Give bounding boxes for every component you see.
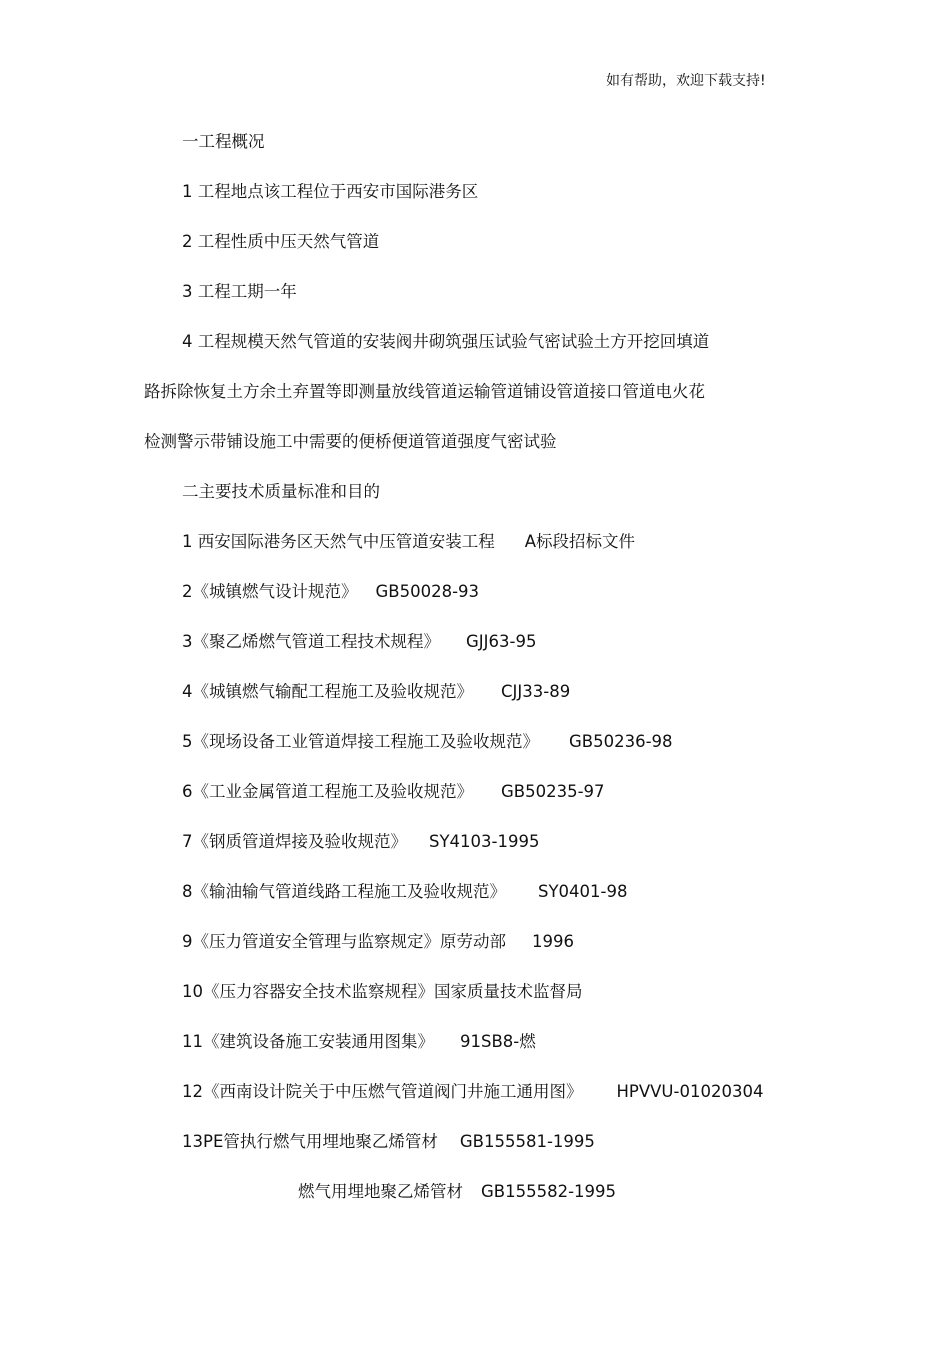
standard-code: SY4103-1995 (429, 832, 540, 851)
standard-item (182, 781, 605, 803)
standard-code: A标段招标文件 (524, 532, 636, 551)
overview-item-scale-line2: 路拆除恢复土方余土弃置等即测量放线管道运输管道铺设管道接口管道电火花 (144, 382, 705, 401)
overview-item-duration: 3 工程工期一年 (182, 282, 297, 301)
overview-item-scale-line3: 检测警示带铺设施工中需要的便桥便道管道强度气密试验 (144, 432, 557, 451)
standard-title: 13PE管执行燃气用埋地聚乙烯管材 (182, 1132, 438, 1151)
standard-item (182, 731, 673, 753)
standard-item (298, 1181, 616, 1203)
standard-title: 10《压力容器安全技术监察规程》国家质量技术监督局 (182, 982, 583, 1001)
standard-title: 6《工业金属管道工程施工及验收规范》 (182, 782, 473, 801)
standard-code: 1996 (532, 932, 574, 951)
standard-title: 11《建筑设备施工安装通用图集》 (182, 1032, 434, 1051)
overview-item-location: 1 工程地点该工程位于西安市国际港务区 (182, 182, 479, 201)
standard-title: 燃气用埋地聚乙烯管材 (298, 1182, 463, 1201)
standard-title: 8《输油输气管道线路工程施工及验收规范》 (182, 882, 506, 901)
section-heading-overview: 一工程概况 (182, 132, 265, 151)
standard-item (182, 581, 479, 603)
standard-code: GJJ63-95 (466, 632, 537, 651)
standard-item (182, 931, 574, 953)
standard-title: 12《西南设计院关于中压燃气管道阀门井施工通用图》 (182, 1082, 583, 1101)
standard-item (182, 531, 635, 553)
standard-item (182, 831, 540, 853)
standard-code: GB155582-1995 (481, 1182, 617, 1201)
standard-code: GB50028-93 (375, 582, 480, 601)
standard-title: 1 西安国际港务区天然气中压管道安装工程 (182, 532, 495, 551)
standard-title: 9《压力管道安全管理与监察规定》原劳动部 (182, 932, 506, 951)
section-heading-standards: 二主要技术质量标准和目的 (182, 482, 380, 501)
standard-code: SY0401-98 (538, 882, 628, 901)
standard-item (182, 1081, 763, 1103)
standard-code: GB50235-97 (501, 782, 605, 801)
standard-title: 7《钢质管道焊接及验收规范》 (182, 832, 407, 851)
standard-item (182, 681, 570, 703)
standard-item (182, 1131, 595, 1153)
standard-code: GB155581-1995 (459, 1132, 595, 1151)
standard-item (182, 1031, 536, 1053)
overview-item-scale-line1: 4 工程规模天然气管道的安装阀井砌筑强压试验气密试验土方开挖回填道 (182, 332, 710, 351)
standard-code: HPVVU-01020304 (616, 1082, 764, 1101)
standard-item (182, 881, 628, 903)
standard-title: 5《现场设备工业管道焊接工程施工及验收规范》 (182, 732, 539, 751)
standard-title: 2《城镇燃气设计规范》 (182, 582, 358, 601)
standard-title: 4《城镇燃气输配工程施工及验收规范》 (182, 682, 473, 701)
standard-code: 91SB8-燃 (460, 1032, 536, 1051)
standard-item (182, 981, 583, 1003)
standard-code: GB50236-98 (569, 732, 673, 751)
header-note: 如有帮助，欢迎下载支持! (606, 73, 766, 89)
standard-item (182, 631, 536, 653)
overview-item-nature: 2 工程性质中压天然气管道 (182, 232, 380, 251)
standard-title: 3《聚乙烯燃气管道工程技术规程》 (182, 632, 440, 651)
standard-code: CJJ33-89 (501, 682, 571, 701)
